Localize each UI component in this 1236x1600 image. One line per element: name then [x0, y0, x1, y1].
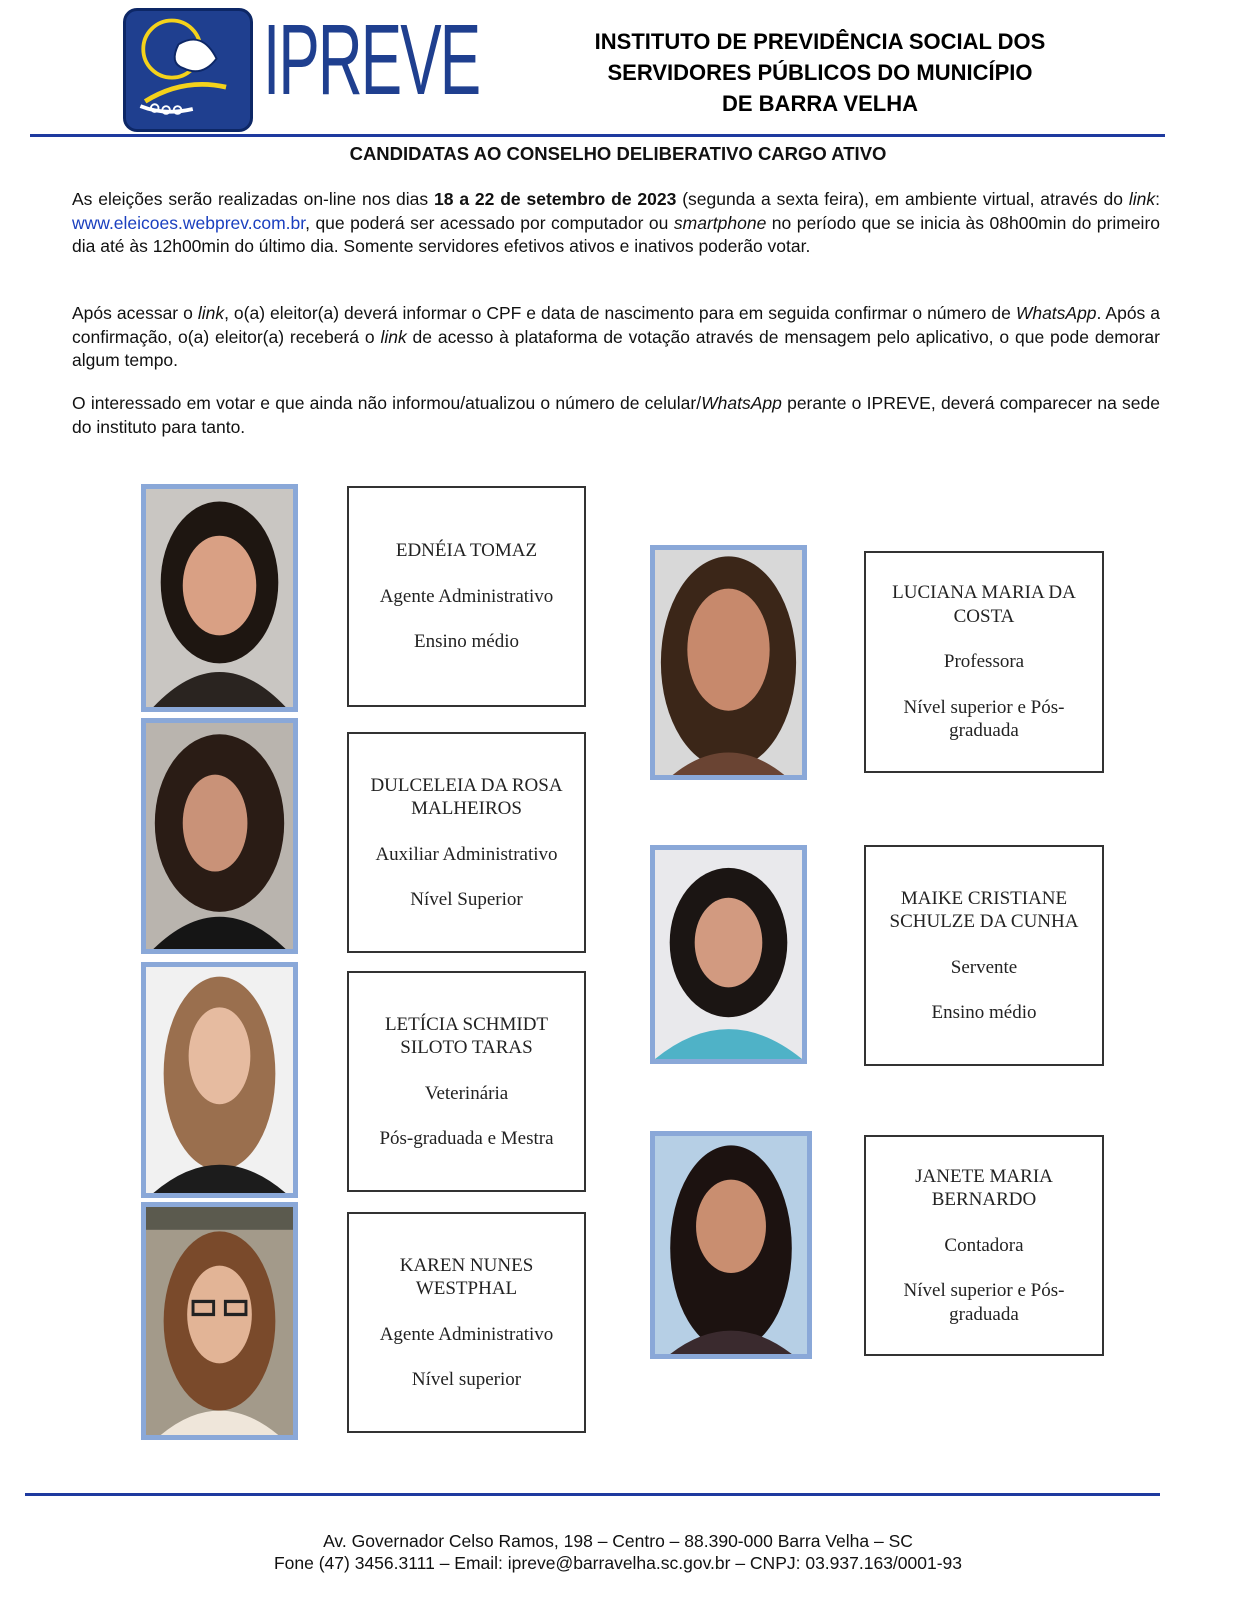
portrait-icon	[655, 1136, 807, 1354]
logo-emblem	[123, 8, 253, 132]
portrait-icon	[655, 850, 802, 1059]
candidate-photo	[141, 718, 298, 954]
handshake-icon	[126, 11, 250, 129]
candidate-name: EDNÉIA TOMAZ	[395, 540, 538, 562]
candidate-name: KAREN NUNES WESTPHAL	[399, 1254, 534, 1299]
candidate-photo	[141, 962, 298, 1198]
candidate-card	[347, 486, 586, 707]
portrait-icon	[655, 550, 802, 775]
footer	[0, 1530, 1236, 1574]
text: smartphone	[673, 212, 767, 233]
intro-paragraph-3	[72, 392, 1160, 439]
candidate-card	[864, 1135, 1104, 1356]
page-title: CANDIDATAS AO CONSELHO DELIBERATIVO CARGO ATIVO	[349, 143, 887, 164]
text: As eleições serão realizadas on-line nos dias	[72, 189, 435, 209]
candidate-photo	[650, 845, 807, 1064]
portrait-icon	[146, 967, 293, 1193]
text: . Após a confirmação, o(a) eleitor(a) receberá o	[72, 303, 1160, 347]
portrait-icon	[146, 489, 293, 707]
text: perante o IPREVE, deverá comparecer na sede do instituto para tanto.	[72, 393, 1160, 437]
candidate-photo	[141, 1202, 298, 1440]
candidate-role: Contadora	[944, 1234, 1024, 1256]
candidate-role: Agente Administrativo	[379, 585, 554, 607]
text: link	[197, 303, 225, 323]
candidate-education: Nível superior e Pós-graduada	[903, 1280, 1065, 1325]
text: , que poderá ser acessado por computador ou	[305, 212, 674, 233]
candidate-photo	[650, 545, 807, 780]
candidate-card	[864, 845, 1104, 1066]
footer-rule	[25, 1493, 1160, 1496]
logo-wordmark: IPREVE	[263, 4, 480, 116]
portrait-icon	[146, 1207, 293, 1435]
candidate-name: LETÍCIA SCHMIDT SILOTO TARAS	[384, 1013, 549, 1058]
candidate-education: Nível superior	[411, 1369, 522, 1390]
candidate-card	[347, 1212, 586, 1433]
footer-contact: Fone (47) 3456.3111 – Email: ipreve@barravelha.sc.gov.br – CNPJ: 03.937.163/0001-93	[273, 1553, 963, 1573]
institute-line: SERVIDORES PÚBLICOS DO MUNICÍPIO	[607, 60, 1033, 85]
candidate-role: Agente Administrativo	[379, 1323, 554, 1345]
footer-address: Av. Governador Celso Ramos, 198 – Centro – 88.390-000 Barra Velha – SC	[323, 1531, 913, 1551]
candidate-role: Veterinária	[424, 1082, 509, 1104]
portrait-icon	[146, 723, 293, 949]
institute-line: INSTITUTO DE PREVIDÊNCIA SOCIAL DOS	[594, 29, 1046, 54]
text: Após acessar o	[72, 303, 198, 323]
text: no período que se inicia às 08h00min do primeiro dia até às 12h00min do último dia. Somente servidores efetivos ativos e inativos poderão votar.	[72, 212, 1161, 256]
candidate-name: JANETE MARIA BERNARDO	[915, 1165, 1053, 1211]
candidate-education: Ensino médio	[413, 631, 520, 653]
candidate-card	[864, 551, 1104, 773]
text: :	[1155, 189, 1161, 209]
text: link	[380, 326, 407, 347]
text: link	[1128, 189, 1156, 209]
candidate-role: Servente	[950, 956, 1018, 978]
candidate-photo	[141, 484, 298, 712]
election-dates: 18 a 22 de setembro de 2023	[434, 189, 677, 209]
candidate-name: DULCELEIA DA ROSA MALHEIROS	[370, 774, 563, 819]
candidate-education: Pós-graduada e Mestra	[379, 1128, 554, 1149]
institute-line: DE BARRA VELHA	[722, 91, 918, 116]
candidate-education: Nível superior e Pós-graduada	[903, 696, 1065, 742]
text: (segunda a sexta feira), em ambiente virtual, através do	[676, 189, 1129, 209]
candidate-role: Professora	[943, 651, 1025, 673]
text: WhatsApp	[1015, 303, 1097, 323]
candidate-education: Ensino médio	[931, 1002, 1037, 1023]
candidate-name: MAIKE CRISTIANE SCHULZE DA CUNHA	[889, 887, 1079, 932]
candidate-card	[347, 971, 586, 1192]
text: O interessado em votar e que ainda não informou/atualizou o número de celular/	[72, 393, 702, 413]
election-url-link[interactable]: www.eleicoes.webprev.com.br	[72, 212, 306, 233]
header-rule	[30, 134, 1165, 137]
institute-name	[540, 26, 1100, 119]
candidate-education: Nível Superior	[410, 889, 523, 910]
intro-paragraph-1	[72, 188, 1160, 259]
candidate-name: LUCIANA MARIA DA COSTA	[892, 582, 1076, 627]
candidate-role: Auxiliar Administrativo	[375, 843, 558, 865]
candidate-photo	[650, 1131, 812, 1359]
text: WhatsApp	[701, 393, 782, 413]
intro-paragraph-2	[72, 302, 1160, 373]
text: , o(a) eleitor(a) deverá informar o CPF e data de nascimento para em seguida confirmar o número de	[224, 303, 1016, 323]
text: de acesso à plataforma de votação através de mensagem pelo aplicativo, o que pode demorar algum tempo.	[72, 326, 1160, 370]
candidate-card	[347, 732, 586, 953]
